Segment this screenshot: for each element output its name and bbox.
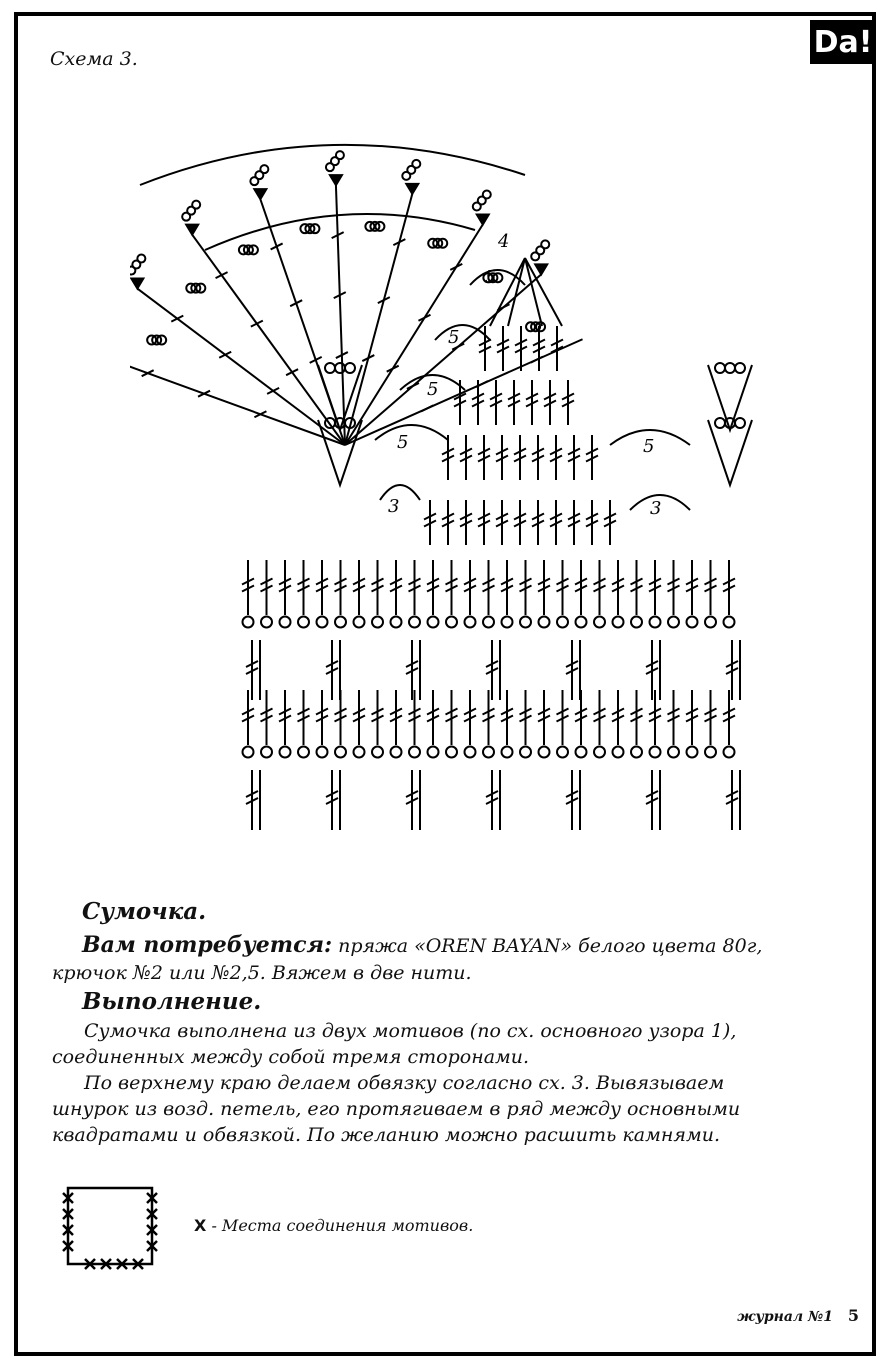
chain-loop — [465, 617, 476, 628]
chain-loop — [409, 617, 420, 628]
chain-label-5e: 5 — [643, 436, 655, 457]
picot-loop — [192, 201, 200, 209]
chain-label-5d: 5 — [397, 432, 409, 453]
chain-loop — [631, 617, 642, 628]
chain-loop — [725, 363, 735, 373]
chain-label-5a: 5 — [485, 267, 497, 288]
chain-loop — [446, 747, 457, 758]
legend-mark: X — [194, 1216, 207, 1235]
chain-loop — [298, 747, 309, 758]
chain-label-4: 4 — [498, 231, 510, 252]
chain-loop — [724, 747, 735, 758]
picot-loop — [336, 151, 344, 159]
picot-loop — [483, 191, 491, 199]
chain-loop — [715, 418, 725, 428]
stitch-bar — [216, 272, 228, 278]
stitch-bar — [418, 315, 430, 321]
chain-loop — [317, 617, 328, 628]
fan-spoke — [336, 185, 345, 445]
chain-loop — [345, 363, 355, 373]
chain-label-5b: 5 — [448, 327, 460, 348]
page-number: 5 — [847, 1306, 859, 1325]
crochet-diagram — [130, 90, 770, 835]
page-footer — [737, 1306, 859, 1325]
chain-loop — [594, 617, 605, 628]
chain-loop — [735, 418, 745, 428]
chain-loop — [539, 747, 550, 758]
materials-text-1: пряжа «OREN BAYAN» белого цвета 80г, — [338, 935, 763, 957]
chain-loop — [317, 747, 328, 758]
fan-spoke — [137, 289, 345, 445]
paragraph1-line2: соединенных между собой тремя сторонами. — [52, 1046, 530, 1068]
stitch-bar — [531, 357, 543, 363]
chain-loop — [243, 747, 254, 758]
chain-loop — [335, 617, 346, 628]
stitch-bar — [286, 369, 298, 375]
chain-loop — [650, 747, 661, 758]
chain-loop — [631, 747, 642, 758]
chain-loop — [594, 747, 605, 758]
paragraph2-line3: квадратами и обвязкой. По желанию можно расшить камнями. — [52, 1124, 720, 1146]
chain-loop — [391, 617, 402, 628]
chain-loop — [354, 617, 365, 628]
chain-loop — [372, 747, 383, 758]
fan-spoke — [345, 339, 583, 445]
chain-loop — [557, 747, 568, 758]
picot-loop — [260, 165, 268, 173]
shell-v — [318, 365, 362, 430]
chain-loop — [715, 363, 725, 373]
chain-loop — [502, 617, 513, 628]
join-marks — [63, 1193, 157, 1269]
fan-inner-arc — [205, 214, 475, 250]
stitch-bar — [387, 366, 399, 372]
chain-loop — [613, 747, 624, 758]
materials-heading: Вам потребуется: — [82, 932, 333, 958]
picot-triangle — [406, 184, 418, 194]
stitch-bar — [251, 321, 263, 327]
legend-text — [194, 1216, 473, 1235]
picot-triangle — [186, 225, 198, 235]
scheme-title: Схема 3. — [50, 48, 138, 70]
legend-description: - Места соединения мотивов. — [211, 1216, 474, 1235]
base-rows — [242, 560, 740, 830]
chain-loop — [428, 617, 439, 628]
chain-loop — [705, 747, 716, 758]
chain-loop — [668, 617, 679, 628]
chain-arc — [380, 485, 420, 500]
chain-loop — [735, 363, 745, 373]
chain-loop — [520, 617, 531, 628]
chain-loop — [354, 747, 365, 758]
picot-loop — [137, 255, 145, 263]
chain-loop — [298, 617, 309, 628]
chain-loop — [483, 617, 494, 628]
fan-spoke — [345, 274, 541, 445]
chain-label-3b: 3 — [650, 498, 662, 519]
picot-triangle — [535, 264, 547, 274]
journal-name: журнал №1 — [737, 1309, 833, 1325]
picot-loop — [541, 240, 549, 248]
column-fan — [490, 258, 562, 326]
chain-loop — [539, 617, 550, 628]
chain-loop — [705, 617, 716, 628]
joining-diagram — [60, 1186, 170, 1276]
chain-loop — [280, 747, 291, 758]
picot-triangle — [330, 175, 342, 185]
picot-triangle — [477, 215, 489, 225]
chain-loop — [261, 617, 272, 628]
fan-spoke — [345, 225, 483, 445]
materials-line-2: крючок №2 или №2,5. Вяжем в две нити. — [52, 962, 472, 984]
chain-loop — [668, 747, 679, 758]
chain-loop — [502, 747, 513, 758]
chain-loop — [557, 617, 568, 628]
article-title: Сумочка. — [82, 898, 207, 925]
chain-loop — [372, 617, 383, 628]
chain-loop — [409, 747, 420, 758]
chain-loop — [724, 617, 735, 628]
stitch-bar — [450, 264, 462, 270]
picot-loop — [412, 160, 420, 168]
chain-loop — [650, 617, 661, 628]
chain-loop — [576, 617, 587, 628]
paragraph2-line2: шнурок из возд. петель, его протягиваем в ряд между основными — [52, 1098, 741, 1120]
chain-loop — [280, 617, 291, 628]
fan-spoke — [192, 235, 345, 445]
da-logo: Da! — [810, 20, 876, 64]
chain-loop — [335, 363, 345, 373]
chain-loop — [261, 747, 272, 758]
execution-heading: Выполнение. — [82, 988, 262, 1015]
shell-v — [708, 365, 752, 430]
stitch-bar — [421, 405, 433, 411]
chain-loop — [613, 617, 624, 628]
chain-label-3a: 3 — [388, 496, 400, 517]
chain-loop — [687, 617, 698, 628]
chain-loop — [687, 747, 698, 758]
chain-loop — [243, 617, 254, 628]
chain-loop — [325, 363, 335, 373]
chain-loop — [520, 747, 531, 758]
chain-loop — [446, 617, 457, 628]
chain-loop — [483, 747, 494, 758]
chain-loop — [335, 747, 346, 758]
paragraph1-line1: Сумочка выполнена из двух мотивов (по сх. основного узора 1), — [84, 1020, 737, 1042]
chain-loop — [391, 747, 402, 758]
paragraph2-line1: По верхнему краю делаем обвязку согласно сх. 3. Вывязываем — [84, 1072, 725, 1094]
picot-triangle — [254, 189, 266, 199]
chain-label-5c: 5 — [427, 379, 439, 400]
chain-loop — [576, 747, 587, 758]
chain-loop — [428, 747, 439, 758]
picot-triangle — [131, 279, 143, 289]
chain-loop — [465, 747, 476, 758]
